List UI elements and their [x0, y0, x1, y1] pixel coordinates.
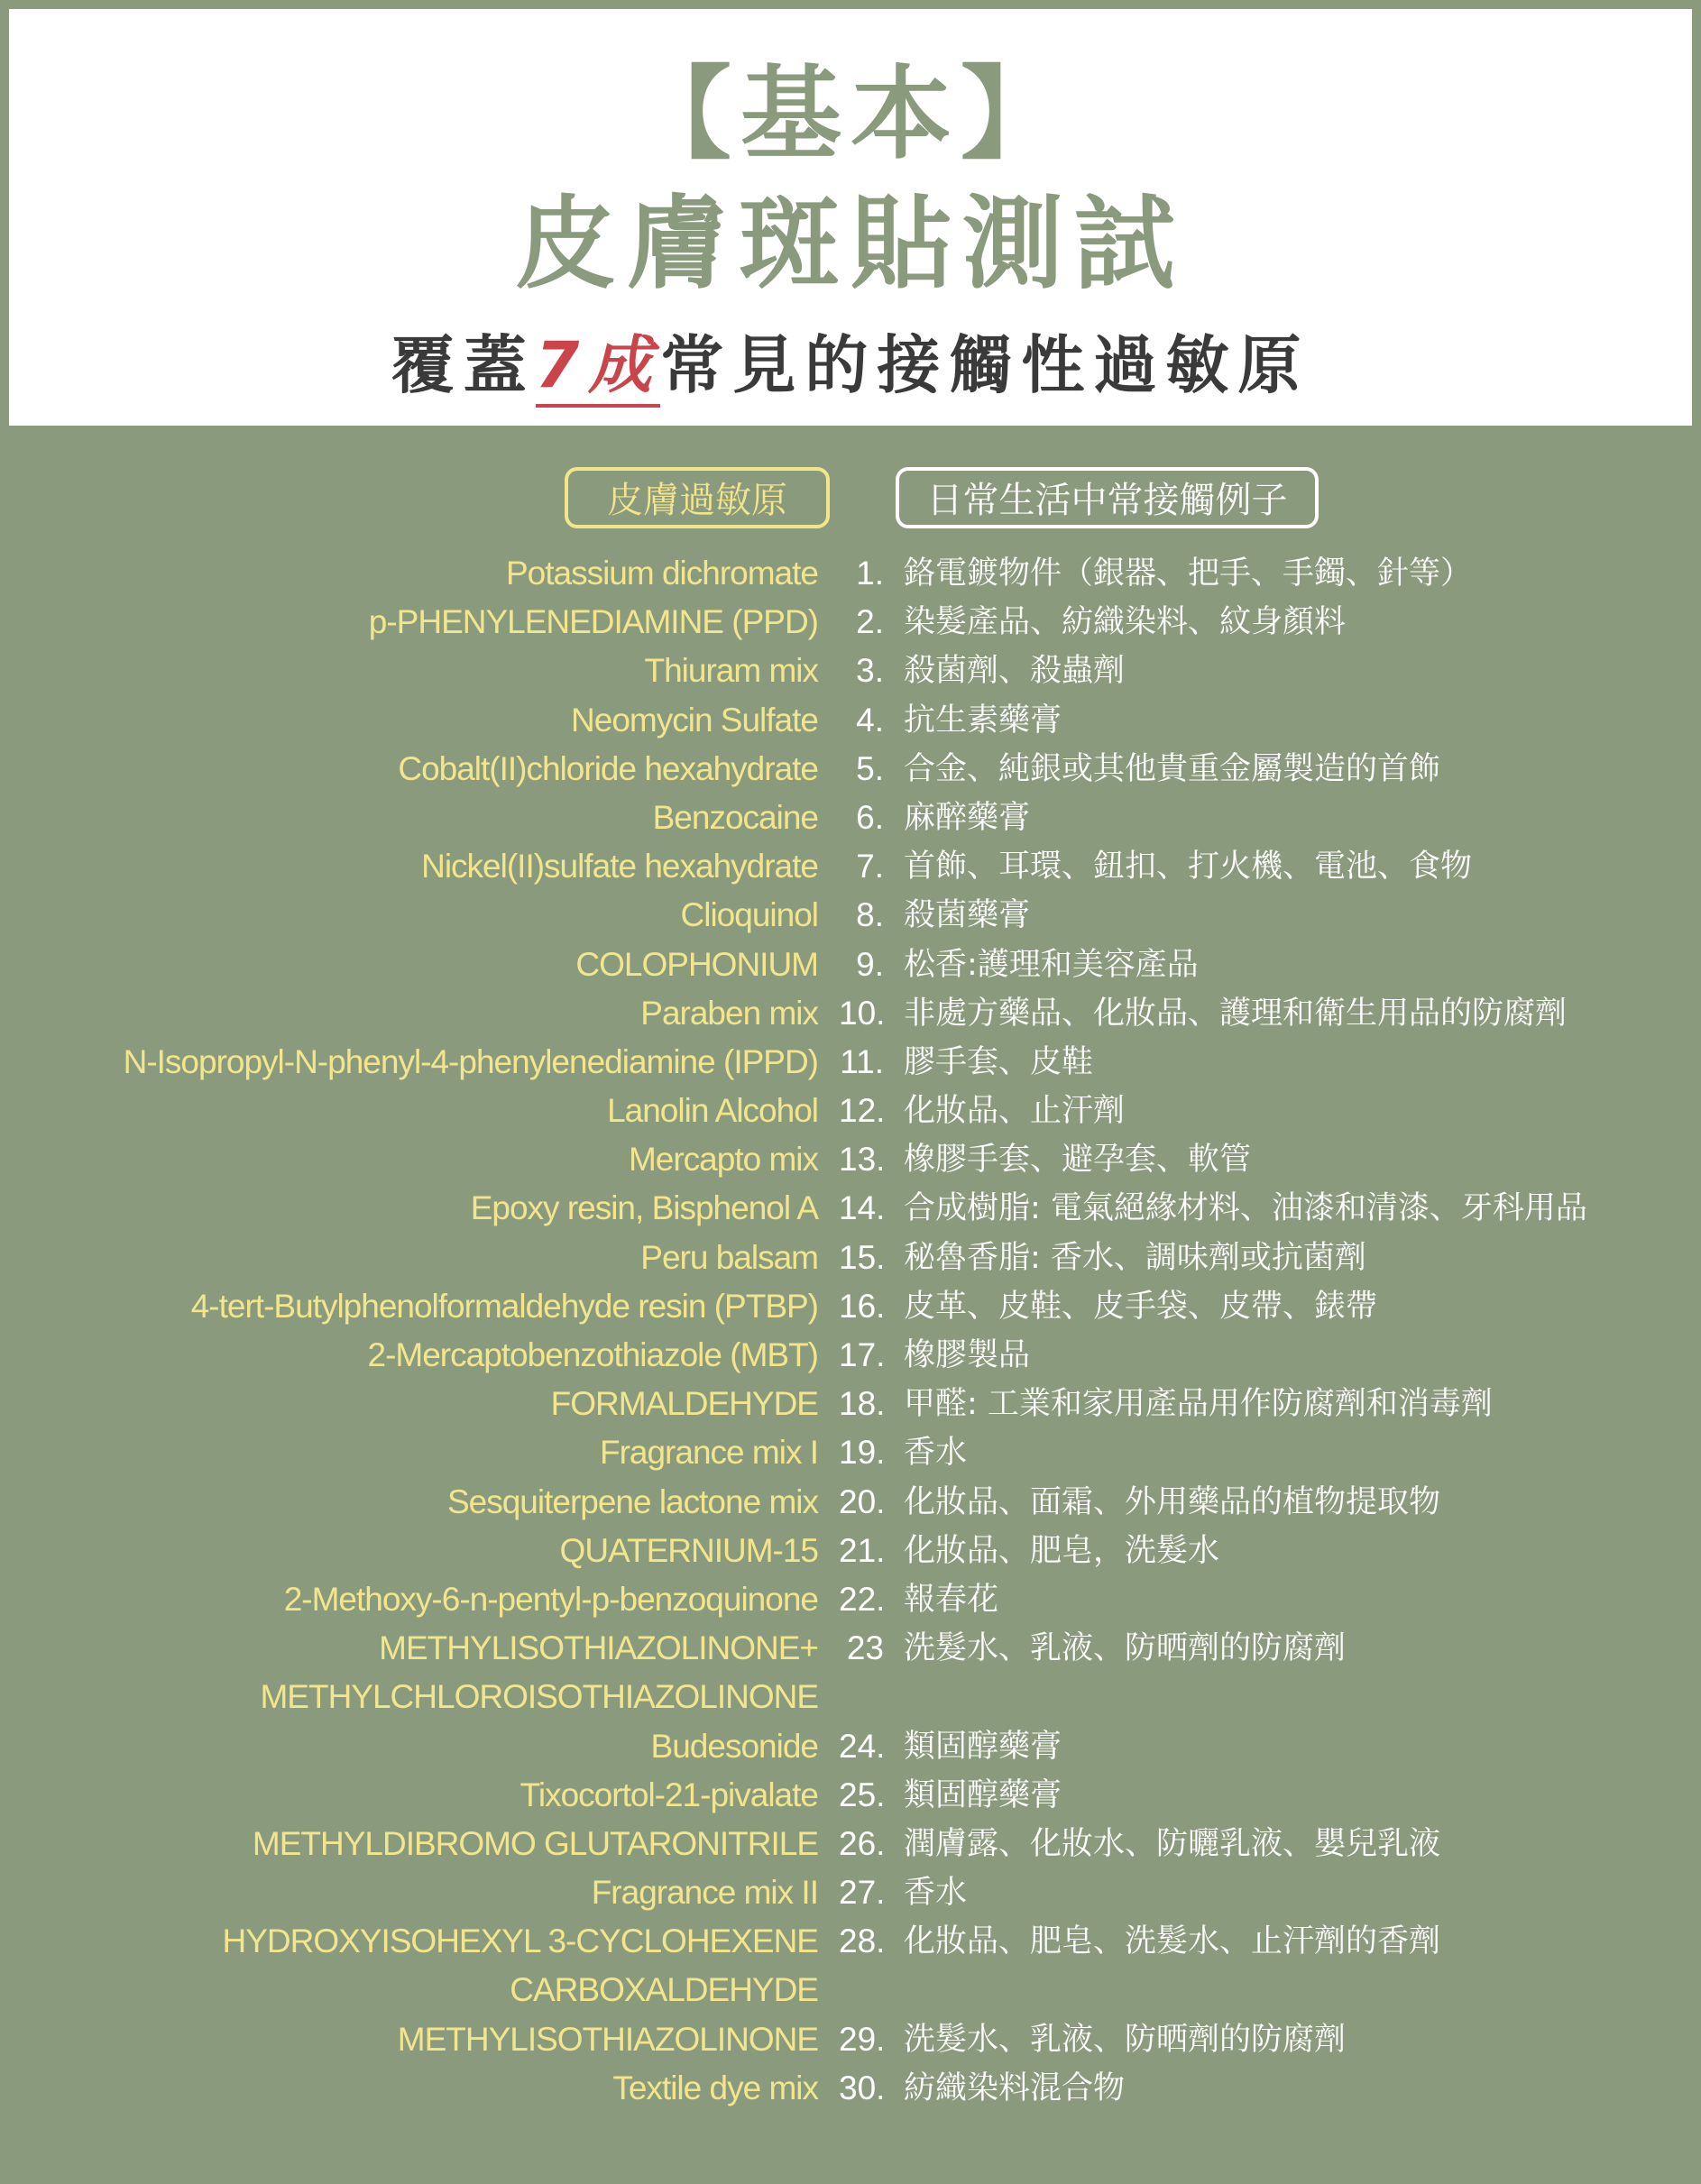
item-number: 13. — [839, 1141, 886, 1179]
allergen-name: 4-tert-Butylphenolformaldehyde resin (PTBP) — [190, 1287, 818, 1325]
allergen-name: Mercapto mix — [628, 1141, 818, 1179]
exposure-example: 香水 — [904, 1435, 968, 1472]
allergen-name: Fragrance mix II — [591, 1874, 818, 1912]
allergen-name: p-PHENYLENEDIAMINE (PPD) — [368, 603, 818, 641]
list-item — [0, 1380, 1701, 1428]
allergen-name: Tixocortol-21-pivalate — [519, 1776, 818, 1813]
item-number: 22. — [839, 1580, 886, 1618]
allergen-name: Textile dye mix — [612, 2069, 818, 2106]
list-item — [0, 1428, 1701, 1477]
allergen-name: HYDROXYISOHEXYL 3-CYCLOHEXENE — [222, 1922, 818, 1960]
list-item — [0, 696, 1701, 745]
allergen-name: Fragrance mix I — [599, 1434, 818, 1472]
item-number: 26. — [839, 1824, 886, 1862]
list-item — [0, 2064, 1701, 2113]
item-number: 23 — [846, 1629, 884, 1667]
list-item — [0, 1575, 1701, 1624]
exposure-example: 洗髮水、乳液、防晒劑的防腐劑 — [904, 1630, 1347, 1667]
exposure-example: 染髮產品、紡織染料、紋身顏料 — [904, 604, 1347, 641]
exposure-example: 麻醉藥膏 — [904, 799, 1031, 836]
exposure-example: 化妝品、止汗劑 — [904, 1093, 1126, 1130]
item-number: 25. — [839, 1776, 886, 1813]
allergen-name: Lanolin Alcohol — [607, 1092, 818, 1130]
allergen-name: 2-Methoxy-6-n-pentyl-p-benzoquinone — [283, 1580, 818, 1618]
item-number: 10. — [839, 994, 886, 1032]
list-item — [0, 891, 1701, 940]
exposure-example: 殺菌劑、殺蟲劑 — [904, 653, 1126, 690]
item-number: 4. — [856, 701, 884, 739]
item-number: 9. — [856, 945, 884, 983]
item-number: 20. — [839, 1482, 886, 1520]
allergen-name: COLOPHONIUM — [575, 945, 818, 983]
list-item — [0, 941, 1701, 989]
exposure-example: 秘魯香脂: 香水、調味劑或抗菌劑 — [904, 1239, 1366, 1276]
list-item — [0, 1087, 1701, 1135]
item-number: 7. — [856, 848, 884, 886]
list-item — [0, 794, 1701, 842]
exposure-example: 合成樹脂: 電氣絕緣材料、油漆和清漆、牙科用品 — [904, 1190, 1587, 1227]
list-item — [0, 1673, 1701, 1721]
exposure-example: 化妝品、肥皂、洗髮水、止汗劑的香劑 — [904, 1923, 1441, 1960]
allergen-name: Sesquiterpene lactone mix — [446, 1482, 818, 1520]
item-number: 12. — [839, 1092, 886, 1130]
list-item — [0, 989, 1701, 1038]
page-title: 皮膚斑貼測試 — [515, 186, 1186, 303]
allergen-list — [0, 549, 1701, 2113]
list-item — [0, 2015, 1701, 2064]
allergen-column-header: 皮膚過敏原 — [565, 467, 830, 528]
item-number: 19. — [839, 1434, 886, 1472]
list-item — [0, 1282, 1701, 1331]
list-item — [0, 647, 1701, 695]
exposure-example: 洗髮水、乳液、防晒劑的防腐劑 — [904, 2021, 1347, 2058]
exposure-example: 報春花 — [904, 1581, 999, 1618]
exposure-example: 合金、純銀或其他貴重金屬製造的首飾 — [904, 750, 1441, 787]
allergen-name: Thiuram mix — [644, 652, 818, 690]
allergen-name: METHYLISOTHIAZOLINONE — [397, 2020, 818, 2058]
item-number: 24. — [839, 1727, 886, 1765]
allergen-name: Peru balsam — [640, 1238, 818, 1276]
list-item — [0, 1966, 1701, 2014]
item-number: 1. — [856, 555, 884, 592]
allergen-name: METHYLDIBROMO GLUTARONITRILE — [252, 1824, 818, 1862]
list-item — [0, 1771, 1701, 1820]
list-item — [0, 745, 1701, 794]
list-item — [0, 1722, 1701, 1771]
list-item — [0, 1184, 1701, 1233]
list-item — [0, 598, 1701, 647]
exposure-example: 化妝品、面霜、外用藥品的植物提取物 — [904, 1483, 1441, 1520]
item-number: 3. — [856, 652, 884, 690]
item-number: 29. — [839, 2020, 886, 2058]
item-number: 14. — [839, 1189, 886, 1227]
allergen-name: FORMALDEHYDE — [550, 1385, 818, 1423]
exposure-example: 潤膚露、化妝水、防曬乳液、嬰兒乳液 — [904, 1825, 1441, 1862]
item-number: 21. — [839, 1531, 886, 1569]
allergen-name: N-Isopropyl-N-phenyl-4-phenylenediamine (IPPD) — [123, 1042, 818, 1080]
item-number: 16. — [839, 1287, 886, 1325]
item-number: 15. — [839, 1238, 886, 1276]
item-number: 8. — [856, 896, 884, 934]
exposure-example: 鉻電鍍物件（銀器、把手、手鐲、針等） — [904, 555, 1473, 592]
list-item — [0, 1234, 1701, 1282]
allergen-name: 2-Mercaptobenzothiazole (MBT) — [367, 1336, 818, 1373]
item-number: 27. — [839, 1874, 886, 1912]
list-item — [0, 1624, 1701, 1673]
exposure-example: 香水 — [904, 1875, 968, 1912]
allergen-name: Cobalt(II)chloride hexahydrate — [398, 749, 818, 787]
allergen-name: Benzocaine — [652, 798, 818, 836]
exposure-example: 松香:護理和美容產品 — [904, 946, 1199, 983]
example-column-header: 日常生活中常接觸例子 — [896, 467, 1319, 528]
allergen-name: QUATERNIUM-15 — [559, 1531, 818, 1569]
list-item — [0, 1135, 1701, 1184]
subtitle — [9, 325, 1692, 406]
exposure-example: 首飾、耳環、鈕扣、打火機、電池、食物 — [904, 849, 1473, 886]
allergen-name: Nickel(II)sulfate hexahydrate — [421, 848, 818, 886]
subtitle-suffix: 常見的接觸性過敏原 — [660, 328, 1310, 402]
allergen-name: Epoxy resin, Bisphenol A — [470, 1189, 818, 1227]
allergen-name: Budesonide — [650, 1727, 818, 1765]
allergen-name: METHYLCHLOROISOTHIAZOLINONE — [260, 1678, 818, 1716]
item-number: 30. — [839, 2069, 886, 2106]
item-number: 2. — [856, 603, 884, 641]
item-number: 11. — [840, 1042, 884, 1080]
allergen-name: Neomycin Sulfate — [571, 701, 818, 739]
exposure-example: 化妝品、肥皂，洗髮水 — [904, 1532, 1220, 1569]
exposure-example: 甲醛: 工業和家用產品用作防腐劑和消毒劑 — [904, 1386, 1493, 1423]
item-number: 17. — [839, 1336, 886, 1373]
list-item — [0, 1038, 1701, 1087]
item-number: 18. — [839, 1385, 886, 1423]
exposure-example: 類固醇藥膏 — [904, 1728, 1062, 1765]
item-number: 6. — [856, 798, 884, 836]
allergen-name: Clioquinol — [680, 896, 818, 934]
item-number: 5. — [856, 749, 884, 787]
exposure-example: 殺菌藥膏 — [904, 897, 1031, 934]
allergen-name: CARBOXALDEHYDE — [510, 1971, 818, 2009]
list-item — [0, 1527, 1701, 1575]
item-number: 28. — [839, 1922, 886, 1960]
list-item — [0, 1868, 1701, 1917]
subtitle-highlight: 7成 — [536, 328, 661, 408]
list-item — [0, 1331, 1701, 1380]
list-item — [0, 842, 1701, 891]
header-panel — [9, 9, 1692, 426]
allergen-name: METHYLISOTHIAZOLINONE+ — [379, 1629, 818, 1667]
list-item — [0, 1917, 1701, 1966]
exposure-example: 紡織染料混合物 — [904, 2069, 1126, 2106]
exposure-example: 非處方藥品、化妝品、護理和衛生用品的防腐劑 — [904, 995, 1568, 1032]
list-item — [0, 549, 1701, 598]
exposure-example: 膠手套、皮鞋 — [904, 1043, 1094, 1080]
exposure-example: 橡膠手套、避孕套、軟管 — [904, 1142, 1252, 1179]
title-bracket-basic: 【基本】 — [630, 56, 1071, 173]
subtitle-prefix: 覆蓋 — [391, 328, 536, 402]
allergen-name: Potassium dichromate — [505, 555, 818, 592]
list-item — [0, 1820, 1701, 1868]
exposure-example: 橡膠製品 — [904, 1337, 1031, 1373]
exposure-example: 類固醇藥膏 — [904, 1776, 1062, 1813]
list-item — [0, 1478, 1701, 1527]
allergen-name: Paraben mix — [640, 994, 818, 1032]
exposure-example: 抗生素藥膏 — [904, 702, 1062, 739]
exposure-example: 皮革、皮鞋、皮手袋、皮帶、錶帶 — [904, 1288, 1378, 1325]
